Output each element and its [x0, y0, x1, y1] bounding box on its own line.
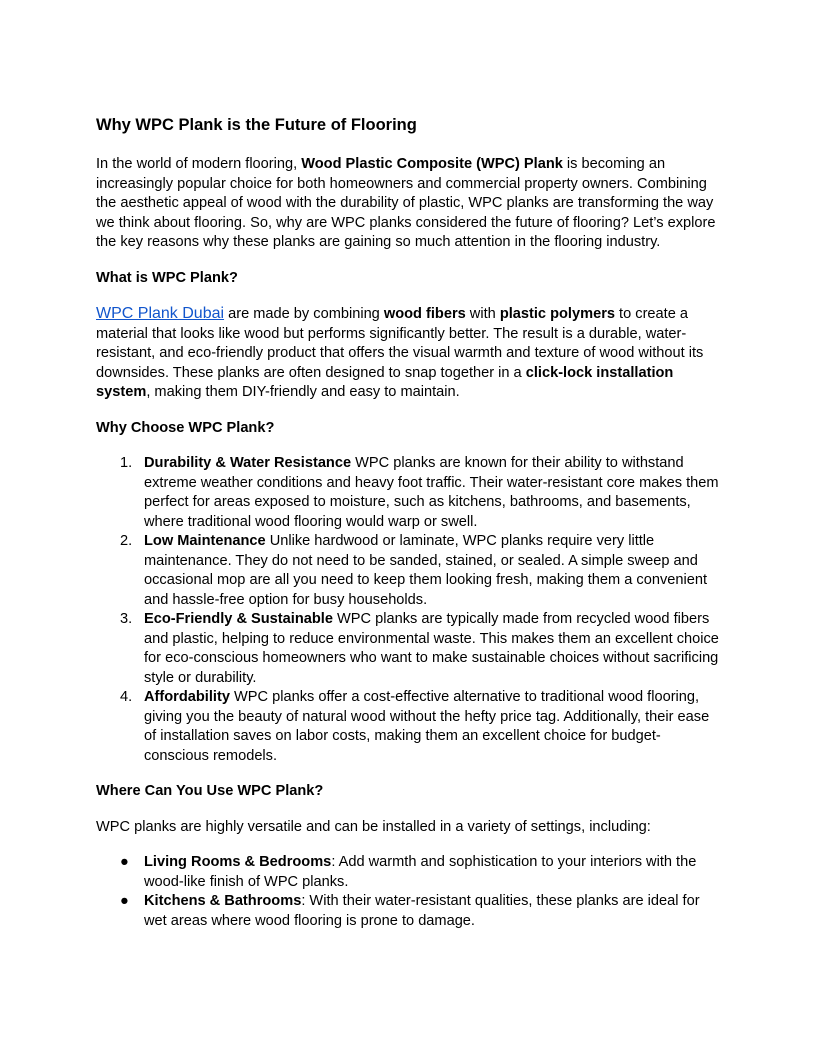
- list-item-bold: Living Rooms & Bedrooms: [144, 854, 332, 870]
- what-bold-1: wood fibers: [383, 306, 466, 322]
- what-text-2: with: [465, 306, 500, 322]
- list-item: [96, 853, 720, 892]
- list-item-text: Unlike hardwood or laminate, WPC planks require very little maintenance. They do not need to be sanded, stained, or sealed. A simple sweep and occasional mop are all you need to keep them looking fresh, making them a convenient and hassle-free option for busy households.: [144, 533, 707, 608]
- intro-paragraph: [96, 155, 720, 253]
- list-item: [96, 610, 720, 688]
- bullet-marker: ●: [120, 893, 129, 909]
- where-intro: WPC planks are highly versatile and can be installed in a variety of settings, including:: [96, 818, 651, 835]
- intro-text-1: In the world of modern flooring,: [96, 156, 302, 172]
- list-item: [96, 532, 720, 610]
- list-item-text: WPC planks are known for their ability to withstand extreme weather conditions and heavy foot traffic. Their water-resistant core makes them perfect for areas exposed to moisture, such as kitchens, bathrooms, and basements, where traditional wood flooring would warp or swell.: [144, 455, 719, 530]
- list-number: 2.: [120, 533, 133, 549]
- wpc-plank-dubai-link[interactable]: WPC Plank Dubai: [96, 305, 225, 322]
- list-item-text: WPC planks are typically made from recycled wood fibers and plastic, helping to reduce environmental waste. This makes them an excellent choice for eco-conscious homeowners who want to make sustainable choices without sacrificing style or durability.: [144, 611, 719, 686]
- intro-text-2: is becoming an increasingly popular choice for both homeowners and commercial property owners. Combining the aesthetic appeal of wood with the durability of plastic, WPC planks are transforming the way we think about flooring. So, why are WPC planks considered the future of flooring? Let’s explore the key reasons why these planks are gaining so much attention in the flooring industry.: [96, 156, 716, 250]
- what-paragraph: [96, 304, 720, 403]
- list-item-text: WPC planks offer a cost-effective alternative to traditional wood flooring, giving you the beauty of natural wood without the hefty price tag. Additionally, their ease of installation saves on labor costs, making them an excellent choice for budget-conscious remodels.: [144, 689, 710, 764]
- list-number: 1.: [120, 455, 133, 471]
- list-item-bold: Affordability: [144, 689, 230, 705]
- where-list: [96, 853, 720, 931]
- list-item: [96, 688, 720, 766]
- what-text-4: , making them DIY-friendly and easy to maintain.: [146, 384, 460, 400]
- list-number: 4.: [120, 689, 133, 705]
- what-bold-2: plastic polymers: [499, 306, 615, 322]
- list-item-bold: Eco-Friendly & Sustainable: [144, 611, 333, 627]
- list-item-text: : Add warmth and sophistication to your interiors with the wood-like finish of WPC planks.: [144, 854, 697, 890]
- bullet-marker: ●: [120, 854, 129, 870]
- what-bold-3: click-lock installation system: [96, 364, 674, 400]
- page-title: Why WPC Plank is the Future of Flooring: [96, 116, 417, 134]
- list-item-bold: Durability & Water Resistance: [144, 455, 352, 471]
- list-number: 3.: [120, 611, 133, 627]
- what-text-3: to create a material that looks like wood but performs significantly better. The result is a durable, water-resistant, and eco-friendly product that offers the visual warmth and texture of wood without its downsides. These planks are often designed to snap together in a: [96, 306, 704, 381]
- list-item: [96, 454, 720, 532]
- intro-bold-1: Wood Plastic Composite (WPC) Plank: [301, 156, 563, 172]
- where-heading: Where Can You Use WPC Plank?: [96, 783, 324, 799]
- document-page: [96, 113, 720, 931]
- list-item-bold: Kitchens & Bathrooms: [144, 893, 302, 909]
- what-text-1: are made by combining: [224, 306, 384, 322]
- what-heading: What is WPC Plank?: [96, 269, 238, 286]
- why-list: [96, 454, 720, 766]
- list-item: [96, 892, 720, 931]
- why-heading: Why Choose WPC Plank?: [96, 419, 275, 436]
- list-item-bold: Low Maintenance: [144, 533, 266, 549]
- list-item-text: : With their water-resistant qualities, these planks are ideal for wet areas where wood flooring is prone to damage.: [144, 893, 700, 929]
